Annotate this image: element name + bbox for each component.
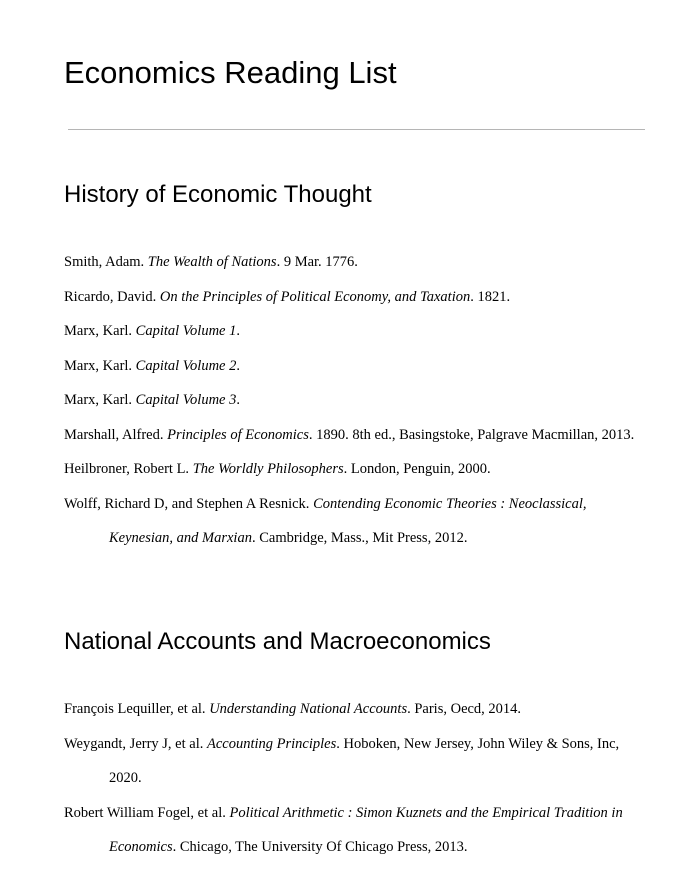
- citation-author: Marx, Karl.: [64, 357, 136, 374]
- citation-author: Smith, Adam.: [64, 254, 148, 270]
- citation-details: . 9 Mar. 1776.: [276, 254, 358, 270]
- section-heading: National Accounts and Macroeconomics: [64, 628, 491, 655]
- citation-author: Marx, Karl.: [64, 392, 136, 408]
- citation-author: Weygandt, Jerry J, et al.: [64, 735, 207, 752]
- citation-details: . 1890. 8th ed., Basingstoke, Palgrave Macmillan, 2013.: [308, 426, 635, 443]
- citation-title: The Worldly Philosophers: [192, 461, 344, 477]
- citation-title: Capital Volume 2: [135, 357, 237, 374]
- citation-title: Political Arithmetic : Simon Kuznets and the Empirical Tradition in Economics: [109, 804, 623, 855]
- citation-entry: [64, 452, 649, 487]
- citation-title: Understanding National Accounts: [209, 701, 408, 717]
- section-national-accounts-and-macroeconomics: [64, 627, 649, 865]
- citation-author: Ricardo, David.: [64, 288, 160, 305]
- citation-author: Marshall, Alfred.: [64, 426, 168, 443]
- citation-entry: [64, 796, 649, 865]
- citation-title: On the Principles of Political Economy, and Taxation: [159, 288, 471, 305]
- citation-title: Capital Volume 3: [135, 392, 237, 408]
- citation-details: . Chicago, The University Of Chicago Press, 2013.: [172, 839, 468, 855]
- citation-details: . Hoboken, New Jersey, John Wiley & Sons, Inc, 2020.: [109, 735, 620, 786]
- citation-details: . London, Penguin, 2000.: [343, 461, 491, 477]
- section-heading: History of Economic Thought: [64, 181, 372, 208]
- citation-title: Capital Volume 1: [135, 323, 237, 339]
- citation-details: . Paris, Oecd, 2014.: [407, 701, 522, 717]
- citation-author: Wolff, Richard D, and Stephen A Resnick.: [64, 495, 314, 512]
- citation-title: Contending Economic Theories : Neoclassical, Keynesian, and Marxian: [109, 495, 587, 546]
- citation-details: . 1821.: [470, 288, 511, 305]
- citation-title: The Wealth of Nations: [147, 254, 277, 270]
- page-title: Economics Reading List: [64, 55, 397, 90]
- citation-title: Principles of Economics: [167, 426, 309, 443]
- citation-entry: [64, 245, 649, 280]
- horizontal-divider: [68, 129, 645, 130]
- citation-entry: [64, 487, 649, 556]
- citation-entry: [64, 727, 649, 796]
- citation-entry: [64, 418, 649, 453]
- citation-author: Robert William Fogel, et al.: [64, 804, 230, 821]
- citation-entry: [64, 314, 649, 349]
- citation-author: Marx, Karl.: [64, 323, 136, 339]
- citation-author: Heilbroner, Robert L.: [64, 461, 193, 477]
- citation-details: .: [236, 323, 240, 339]
- citation-entry: [64, 349, 649, 384]
- citation-author: François Lequiller, et al.: [64, 701, 210, 717]
- section-history-of-economic-thought: [64, 180, 649, 556]
- citation-list: [64, 245, 649, 556]
- citation-details: . Cambridge, Mass., Mit Press, 2012.: [251, 530, 468, 546]
- citation-details: .: [236, 392, 240, 408]
- citation-entry: [64, 692, 649, 727]
- citation-list: [64, 692, 649, 865]
- citation-entry: [64, 383, 649, 418]
- citation-title: Accounting Principles: [206, 735, 337, 752]
- citation-entry: [64, 280, 649, 315]
- citation-details: .: [236, 357, 240, 374]
